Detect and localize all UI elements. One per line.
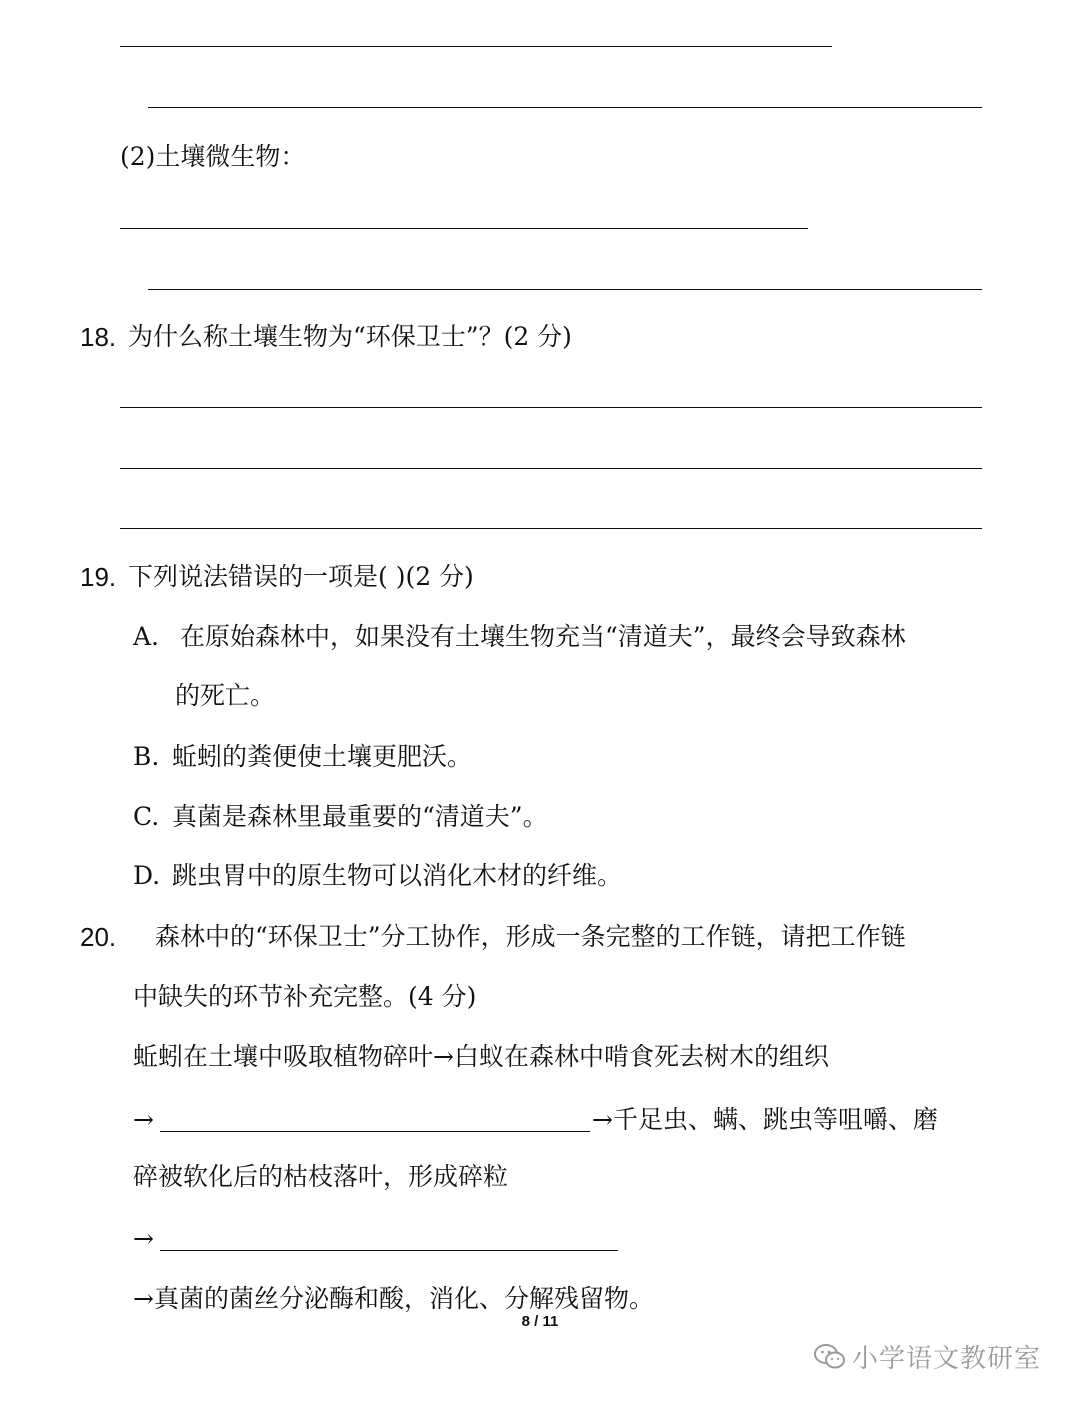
option-label: A. xyxy=(133,622,160,651)
answer-line xyxy=(120,468,982,469)
chain-arrow: → xyxy=(133,1224,154,1253)
question-number: 18. xyxy=(80,322,117,352)
question-number: 19. xyxy=(80,562,117,592)
chain-arrow: → xyxy=(133,1105,154,1134)
answer-line xyxy=(120,228,808,229)
answer-line xyxy=(148,289,982,290)
option-label: C. xyxy=(133,802,160,831)
question-number: 20. xyxy=(80,922,117,952)
question-text: 下列说法错误的一项是( )(2 分) xyxy=(128,562,474,591)
option-text-continued: 的死亡。 xyxy=(175,681,276,710)
option-text: 跳虫胃中的原生物可以消化木材的纤维。 xyxy=(172,861,623,890)
option-text: 真菌是森林里最重要的“清道夫”。 xyxy=(172,802,548,831)
chain-text: →千足虫、螨、跳虫等咀嚼、磨 xyxy=(592,1105,938,1134)
chain-text: 蚯蚓在土壤中吸取植物碎叶→白蚁在森林中啃食死去树木的组织 xyxy=(133,1042,829,1071)
wechat-icon xyxy=(814,1343,846,1371)
question-text: 为什么称土壤生物为“环保卫士”？(2 分) xyxy=(128,322,572,351)
watermark-text: 小学语文教研室 xyxy=(852,1344,1042,1374)
page-number: 8 / 11 xyxy=(521,1313,559,1330)
option-label: D. xyxy=(133,861,161,890)
chain-text: 碎被软化后的枯枝落叶，形成碎粒 xyxy=(133,1162,509,1191)
watermark xyxy=(814,1338,1041,1375)
question-part-label: (2)土壤微生物： xyxy=(120,142,306,171)
fill-blank-line xyxy=(160,1250,618,1251)
answer-line xyxy=(120,46,832,47)
option-text: 蚯蚓的粪便使土壤更肥沃。 xyxy=(172,742,473,771)
question-text: 森林中的“环保卫士”分工协作，形成一条完整的工作链，请把工作链 xyxy=(155,922,906,951)
fill-blank-line xyxy=(160,1131,590,1132)
question-text-continued: 中缺失的环节补充完整。(4 分) xyxy=(133,982,477,1011)
answer-line xyxy=(148,107,982,108)
option-label: B. xyxy=(133,742,160,771)
chain-text: →真菌的菌丝分泌酶和酸，消化、分解残留物。 xyxy=(133,1284,654,1313)
answer-line xyxy=(120,528,982,529)
option-text: 在原始森林中，如果没有土壤生物充当“清道夫”，最终会导致森林 xyxy=(180,622,906,651)
answer-line xyxy=(120,407,982,408)
